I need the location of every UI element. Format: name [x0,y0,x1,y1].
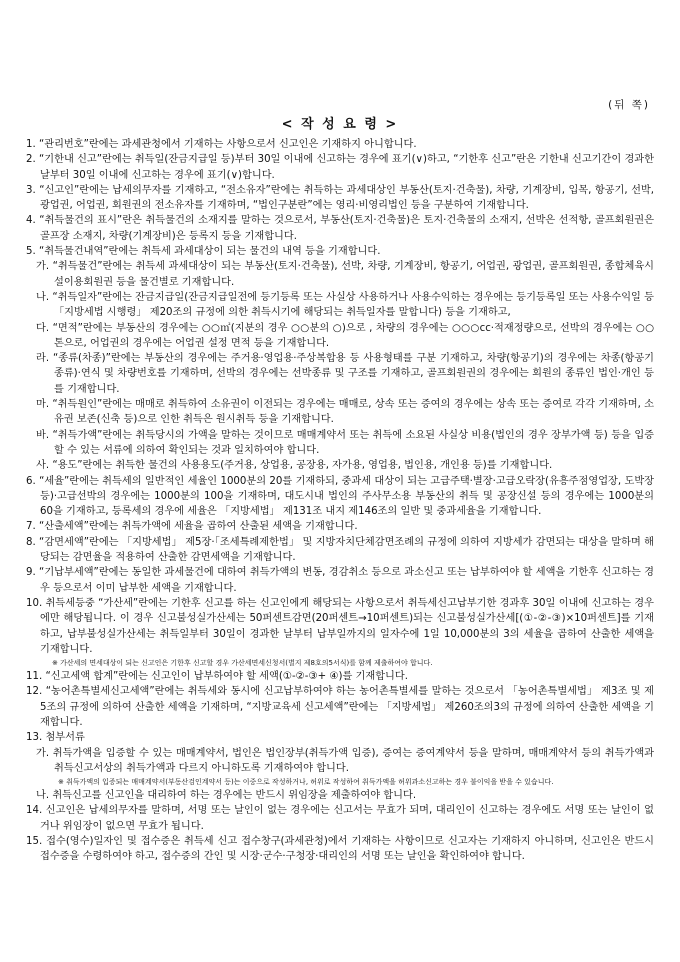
instructions-list [26,137,654,865]
instruction-subitem: 나. 취득신고를 신고인을 대리하여 하는 경우에는 반드시 위임장을 제출하여야 합니다. [36,790,417,802]
instruction-subitem: 라. “종류(차종)”란에는 부동산의 경우에는 주거용·영업용·주상복합용 등 사용형태를 구분 기재하고, 차량(항공기)의 경우에는 차종(항공기 종류)·연식 및 차량번호를 기재하며, 선박의 경우에는 선박종류 및 구조를 기재하고, 골프회원권의 경우에는 회원의 종류인 법인·개인 등를 기재합니다. [36,353,654,395]
instruction-subitem: 마. “취득원인”란에는 매매로 취득하여 소유권이 이전되는 경우에는 매매로, 상속 또는 증여의 경우에는 상속 또는 증여로 각각 기재하며, 소유권 보존(신축 등)으로 인한 취득은 원시취득 등을 기재합니다. [36,399,654,426]
instruction-item: 12. “농어촌특별세신고세액”란에는 취득세와 동시에 신고납부하여야 하는 농어촌특별세를 말하는 것으로서 「농어촌특별세법」 제3조 및 제5조의 규정에 의하여 산출한 세액을 기재하며, “지방교육세 신고세액”란에는 「지방세법」 제260조의3의 규정에 의하여 산출한 세액을 기재합니다. [26,686,654,728]
instruction-subitem: 가. “취득물건”란에는 취득세 과세대상이 되는 부동산(토지·건축물), 선박, 차량, 기계장비, 항공기, 어업권, 광업권, 골프회원권, 종합체육시설이용회원권 등을 물건별로 기재합니다. [36,261,654,288]
instruction-item: 5. “취득물건내역”란에는 취득세 과세대상이 되는 물건의 내역 등을 기재합니다. [26,246,381,258]
instruction-item: 10. 취득세등중 “가산세”란에는 기한후 신고를 하는 신고인에게 해당되는 사항으로서 취득세신고납부기한 경과후 30일 이내에 신고하는 경우에만 해당됩니다. 이 경우 신고불성실가산세는 50퍼센트감면(20퍼센트→10퍼센트)되는 신고불성실가산세[(①-②-③)×10퍼센트]를 기재하고, 납부불성실가산세는 취득일부터 30일이 경과한 날부터 납부일까지의 일자수에 1일 10,000분의 3의 세율을 곱하여 산출한 세액을 기재합니다. [26,597,654,655]
instruction-item: 14. 신고인은 납세의무자를 말하며, 서명 또는 날인이 없는 경우에는 신고서는 무효가 되며, 대리인이 신고하는 경우에도 서명 또는 날인이 없거나 위임장이 없으면 무효가 됩니다. [26,805,654,832]
instruction-item: 11. “신고세액 합계”란에는 신고인이 납부하여야 할 세액(①-②-③+ ④)를 기재합니다. [26,671,408,683]
instruction-item: 9. “기납부세액”란에는 동일한 과세물건에 대하여 취득가액의 변동, 경감취소 등으로 과소신고 또는 납부하여야 할 세액을 기한후 신고하는 경우 등으로서 이미 납부한 세액을 기재합니다. [26,567,654,594]
instruction-item: 4. “취득물건의 표시”란은 취득물건의 소재지를 말하는 것으로서, 부동산(토지·건축물)은 토지·건축물의 소재지, 선박은 선적항, 골프회원권은 골프장 소재지, 차량(기계장비)은 등록지 등을 기재합니다. [26,215,654,242]
instruction-item: 8. “감면세액”란에는 「지방세법」 제5장·「조세특례제한법」 및 지방자치단체감면조례의 규정에 의하여 지방세가 감면되는 대상을 말하며 해당되는 감면율을 적용하여 산출한 감면세액을 기재합니다. [26,536,654,564]
instruction-note: ※ 가산세의 면세대상이 되는 신고인은 기한후 신고할 경우 가산세면세신청서(별지 제8호의5서식)를 함께 제출하여야 합니다. [52,659,433,668]
instruction-subitem: 나. “취득일자”란에는 잔금지급일(잔금지급일전에 등기등록 또는 사실상 사용하거나 사용수익하는 경우에는 등기등록일 또는 사용수익일 등 「지방세법 시행령」 제20조의 규정에 의한 취득시기에 해당되는 취득일자를 말합니다) 등을 기재하고, [36,291,654,319]
instruction-subitem: 사. “용도”란에는 취득한 물건의 사용용도(주거용, 상업용, 공장용, 자가용, 영업용, 법인용, 개인용 등)를 기재합니다. [36,460,553,472]
instruction-subitem: 다. “면적”란에는 부동산의 경우에는 ○○㎡(지분의 경우 ○○분의 ○)으로 , 차량의 경우에는 ○○○cc·적재정량으로, 선박의 경우에는 ○○톤으로, 어업권의 경우에는 어업권 설정 면적 등을 기재합니다. [36,322,654,349]
instruction-item: 7. “산출세액”란에는 취득가액에 세율을 곱하여 산출된 세액을 기재합니다. [26,521,358,533]
instruction-item: 13. 첨부서류 [26,732,85,744]
instruction-item: 3. “신고인”란에는 납세의무자를 기재하고, “전소유자”란에는 취득하는 과세대상인 부동산(토지·건축물), 차량, 기계장비, 입목, 항공기, 선박, 광업권, 어업권, 회원권의 전소유자를 기재하며, “법인구분란”에는 영리·비영리법인 등을 구분하여 기재합니다. [26,184,654,212]
instruction-item: 15. 접수(영수)일자인 및 접수증은 취득세 신고 접수창구(과세관청)에서 기재하는 사항이므로 신고자는 기재하지 아니하며, 신고인은 반드시 접수증을 수령하여야 하고, 접수증의 간인 및 시장·군수·구청장·대리인의 서명 또는 날인을 확인하여야 합니다. [26,836,654,863]
instruction-item: 6. “세율”란에는 취득세의 일반적인 세율인 1000분의 20를 기재하되, 중과세 대상이 되는 고급주택·별장·고급오락장(유흥주점영업장, 도박장 등)·고급선박의 경우에는 1000분의 100을 기재하며, 대도시내 법인의 주사무소용 부동산의 취득 및 공장신설 등의 경우에는 1000분의 60을 기재하고, 등록세의 경우에 세율은 「지방세법」 제131조 내지 제146조의 일반 및 중과세율을 기재합니다. [26,475,654,518]
page-title: < 작 성 요 령 > [281,117,399,132]
instruction-note: ※ 취득가액의 입증되는 매매계약서(부동산검인계약서 등)는 이중으로 작성하거나, 허위로 작성하여 취득가액을 허위과소신고하는 경우 불이익을 받을 수 있습니다. [58,778,554,787]
instruction-item: 1. “관리번호”란에는 과세관청에서 기재하는 사항으로서 신고인은 기재하지 아니합니다. [26,139,417,150]
instruction-subitem: 바. “취득가액”란에는 취득당시의 가액을 말하는 것이므로 매매계약서 또는 취득에 소요된 사실상 비용(법인의 경우 장부가액 등) 등을 입증할 수 있는 서류에 의하여 확인되는 것과 일치하여야 합니다. [36,429,654,456]
instruction-subitem: 가. 취득가액을 입증할 수 있는 매매계약서, 법인은 법인장부(취득가액 입증), 증여는 증여계약서 등을 말하며, 매매계약서 등의 취득가액과 취득신고서상의 취득가액과 다르지 아니하도록 기재하여야 합니다. [36,747,654,774]
back-page-label: (뒤 쪽) [608,99,650,111]
instruction-item: 2. “기한내 신고”란에는 취득일(잔금지급일 등)부터 30일 이내에 신고하는 경우에 표기(∨)하고, “기한후 신고”란은 기한내 신고기간이 경과한 날부터 30일 이내에 신고하는 경우에 표기(∨)합니다. [26,154,654,181]
